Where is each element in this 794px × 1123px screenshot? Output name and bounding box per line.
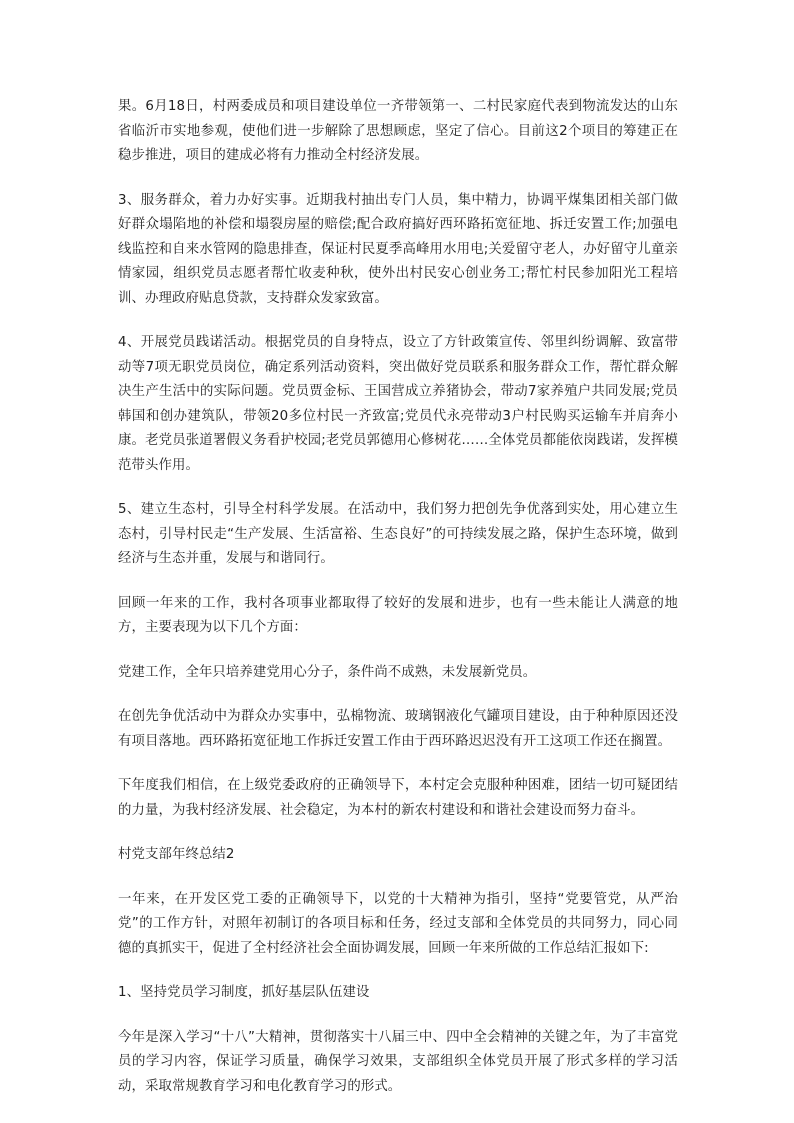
paragraph-review: 回顾一年来的工作，我村各项事业都取得了较好的发展和进步，也有一些未能让人满意的地方，主要表现为以下几个方面：	[118, 595, 678, 635]
paragraph-projects: 在创先争优活动中为群众办实事中，弘棉物流、玻璃钢液化气罐项目建设，由于种种原因还没有项目落地。西环路拓宽征地工作拆迁安置工作由于西环路迟迟没有开工这项工作还在搁置。	[118, 709, 678, 749]
paragraph-party-building: 党建工作，全年只培养建党用心分子，条件尚不成熟，未发展新党员。	[118, 664, 537, 680]
subsection-title: 1、坚持党员学习制度，抓好基层队伍建设	[118, 985, 370, 1000]
paragraph-serve-masses: 3、服务群众，着力办好实事。近期我村抽出专门人员，集中精力，协调平煤集团相关部门做好群众塌陷地的补偿和塌裂房屋的赔偿;配合政府搞好西环路拓宽征地、拆迁安置工作;加强电线监控和自来水管网的隐患排查，保证村民夏季高峰用水用电;关爱留守老人，办好留守儿童亲情家园，组织党员志愿者帮忙收麦种秋，使外出村民安心创业务工;帮忙村民参加阳光工程培训、办理政府贴息贷款，支持群众发家致富。	[118, 192, 678, 306]
paragraph-study: 今年是深入学习“十八”大精神，贯彻落实十八届三中、四中全会精神的关键之年，为了丰富党员的学习内容，保证学习质量，确保学习效果，支部组织全体党员开展了形式多样的学习活动，采取常规教育学习和电化教育学习的形式。	[118, 1029, 678, 1094]
paragraph-next-year: 下年度我们相信，在上级党委政府的正确领导下，本村定会克服种种困难，团结一切可疑团结的力量，为我村经济发展、社会稳定，为本村的新农村建设和和谐社会建设而努力奋斗。	[118, 778, 678, 818]
paragraph-party-pledge: 4、开展党员践诺活动。根据党员的自身特点，设立了方针政策宣传、邻里纠纷调解、致富带动等7项无职党员岗位，确定系列活动资料，突出做好党员联系和服务群众工作，帮忙群众解决生产生活中的实际问题。党员贾金标、王国营成立养猪协会，带动7家养殖户共同发展;党员韩国和创办建筑队，带领20多位村民一齐致富;党员代永亮带动3户村民购买运输车并肩奔小康。老党员张道署假义务看护校园;老党员郭德用心修树花……全体党员都能依岗践诺，发挥模范带头作用。	[118, 335, 678, 473]
paragraph-continuation: 果。6月18日，村两委成员和项目建设单位一齐带领第一、二村民家庭代表到物流发达的山东省临沂市实地参观，使他们进一步解除了思想顾虑，坚定了信心。目前这2个项目的筹建正在稳步推进，项目的建成必将有力推动全村经济发展。	[118, 99, 678, 163]
section-title: 村党支部年终总结2	[118, 847, 235, 862]
document-body	[118, 95, 678, 1119]
paragraph-intro-2: 一年来，在开发区党工委的正确领导下，以党的十大精神为指引，坚持“党要管党，从严治党”的工作方针，对照年初制订的各项目标和任务，经过支部和全体党员的共同努力，同心同德的真抓实干，促进了全村经济社会全面协调发展，回顾一年来所做的工作总结汇报如下:	[118, 891, 678, 956]
paragraph-eco-village: 5、建立生态村，引导全村科学发展。在活动中，我们努力把创先争优落到实处，用心建立生态村，引导村民走“生产发展、生活富裕、生态良好”的可持续发展之路，保护生态环境，做到经济与生态并重，发展与和谐同行。	[118, 502, 678, 566]
